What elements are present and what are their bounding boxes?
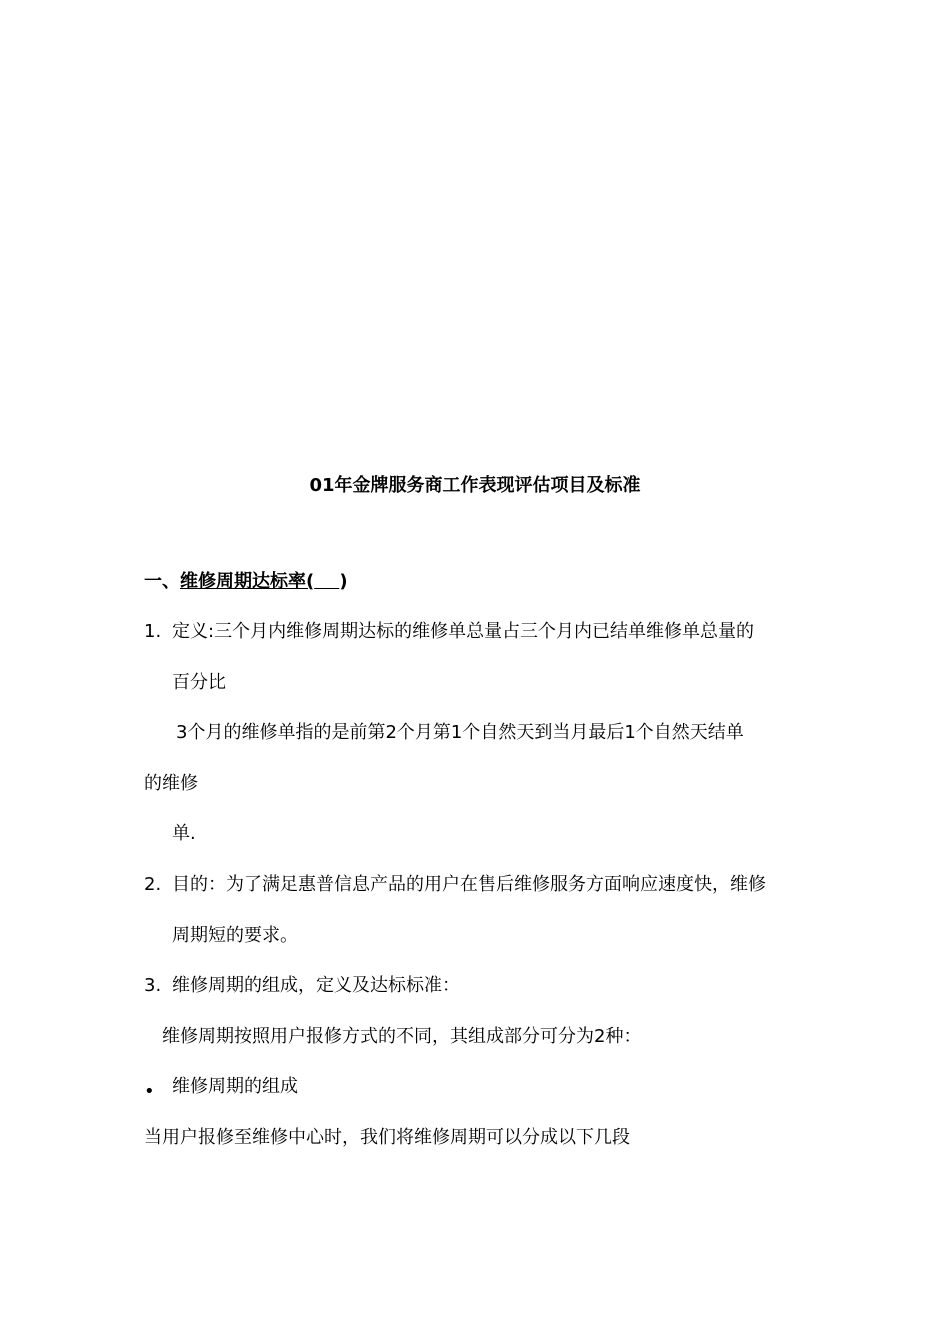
section-heading-underlined <box>180 571 339 592</box>
item3-line2: 维修周期按照用户报修方式的不同，其组成部分可分为2种： <box>162 1026 642 1047</box>
item1-number: 1. <box>144 621 162 642</box>
item1-line5: 单. <box>172 823 196 844</box>
item3-line1: 维修周期的组成，定义及达标标准： <box>172 975 460 996</box>
item2-number: 2. <box>144 874 162 895</box>
document-title: 01年金牌服务商工作表现评估项目及标准 <box>309 475 641 496</box>
section-heading <box>144 570 348 594</box>
item2-line2: 周期短的要求。 <box>172 925 298 946</box>
item1-line4: 的维修 <box>144 773 198 794</box>
bullet-text: 维修周期的组成 <box>172 1076 298 1097</box>
section-heading-close: ) <box>339 571 348 592</box>
item1-line3: 3个月的维修单指的是前第2个月第1个自然天到当月最后1个自然天结单 <box>176 722 744 743</box>
item2-line1: 目的：为了满足惠普信息产品的用户在售后维修服务方面响应速度快，维修 <box>172 874 766 895</box>
section-heading-gap <box>314 571 339 592</box>
item1-line1: 定义:三个月内维修周期达标的维修单总量占三个月内已结单维修单总量的 <box>172 621 755 642</box>
section-prefix: 一、 <box>144 571 180 592</box>
last-line: 当用户报修至维修中心时，我们将维修周期可以分成以下几段 <box>144 1127 630 1148</box>
item3-number: 3. <box>144 975 162 996</box>
section-heading-text: 维修周期达标率( <box>180 571 315 592</box>
item1-line2: 百分比 <box>172 672 226 693</box>
bullet-icon: • <box>144 1081 155 1102</box>
